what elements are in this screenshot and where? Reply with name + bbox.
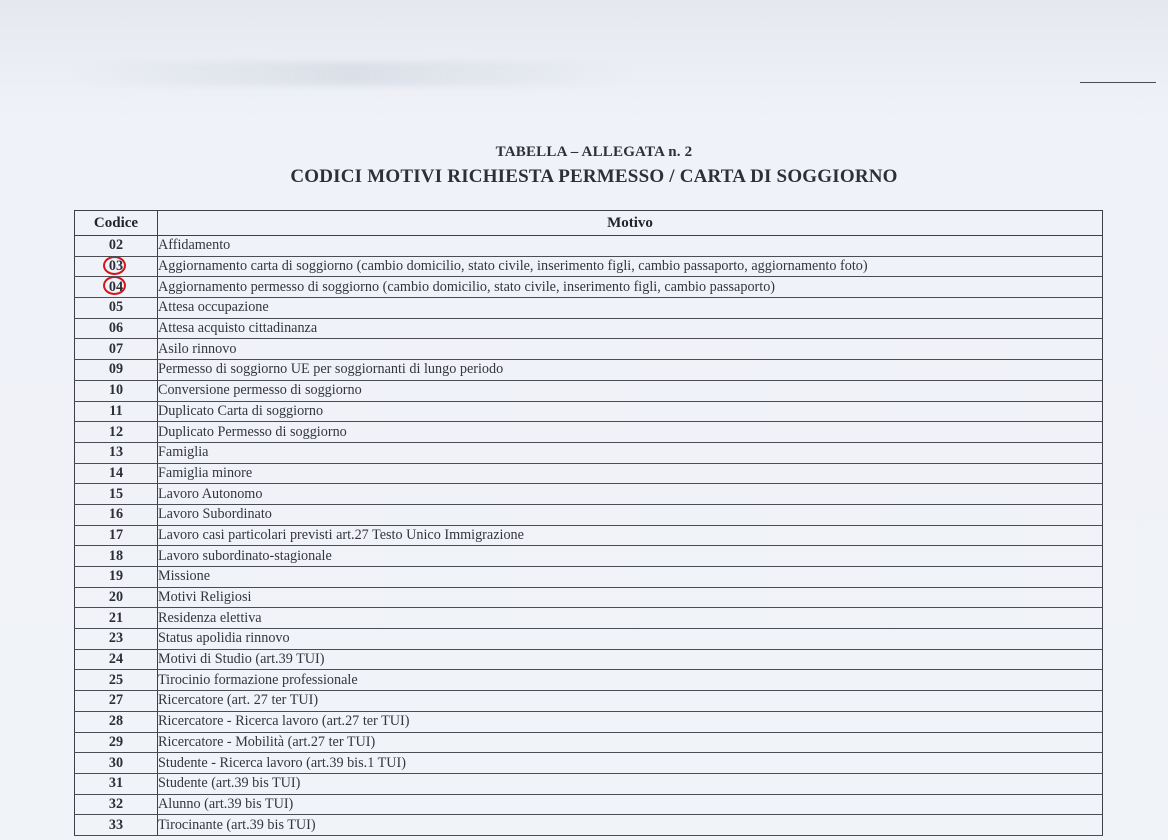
- table-title: CODICI MOTIVI RICHIESTA PERMESSO / CARTA DI SOGGIORNO: [290, 166, 898, 187]
- table-body: [75, 236, 1103, 836]
- motivo-cell: Duplicato Permesso di soggiorno: [158, 422, 1103, 443]
- code-value: 25: [108, 671, 124, 688]
- table-row: [75, 484, 1103, 505]
- table-row: [75, 670, 1103, 691]
- code-cell: [75, 649, 158, 670]
- code-cell: [75, 401, 158, 422]
- code-cell: [75, 277, 158, 298]
- code-value: 04: [108, 278, 124, 295]
- code-value: 33: [108, 816, 124, 833]
- code-cell: [75, 629, 158, 650]
- table-row: [75, 649, 1103, 670]
- code-cell: [75, 298, 158, 319]
- motivo-cell: Tirocinio formazione professionale: [158, 670, 1103, 691]
- code-cell: [75, 567, 158, 588]
- code-value: 24: [108, 651, 124, 668]
- code-value: 23: [108, 630, 124, 647]
- code-value: 16: [108, 506, 124, 523]
- code-cell: [75, 360, 158, 381]
- code-cell: [75, 691, 158, 712]
- code-value: 03: [108, 258, 124, 275]
- code-value: 30: [108, 754, 124, 771]
- code-cell: [75, 484, 158, 505]
- motivo-cell: Conversione permesso di soggiorno: [158, 380, 1103, 401]
- motivo-cell: Permesso di soggiorno UE per soggiornanti di lungo periodo: [158, 360, 1103, 381]
- motivo-cell: Ricercatore (art. 27 ter TUI): [158, 691, 1103, 712]
- code-value: 07: [108, 340, 124, 357]
- code-value: 12: [108, 423, 124, 440]
- table-header-row: [75, 211, 1103, 236]
- code-value: 17: [108, 526, 124, 543]
- table-row: [75, 401, 1103, 422]
- motivo-cell: Lavoro Autonomo: [158, 484, 1103, 505]
- code-value: 14: [108, 464, 124, 481]
- code-cell: [75, 380, 158, 401]
- motivo-cell: Motivi di Studio (art.39 TUI): [158, 649, 1103, 670]
- reason-codes-table: [74, 210, 1103, 836]
- table-row: [75, 236, 1103, 257]
- motivo-cell: Attesa occupazione: [158, 298, 1103, 319]
- code-value: 31: [108, 775, 124, 792]
- table-row: [75, 380, 1103, 401]
- motivo-cell: Ricercatore - Ricerca lavoro (art.27 ter TUI): [158, 711, 1103, 732]
- code-cell: [75, 236, 158, 257]
- table-row: [75, 567, 1103, 588]
- table-row: [75, 753, 1103, 774]
- code-value: 13: [108, 444, 124, 461]
- table-row: [75, 608, 1103, 629]
- code-cell: [75, 815, 158, 836]
- table-row: [75, 442, 1103, 463]
- motivo-cell: Affidamento: [158, 236, 1103, 257]
- code-cell: [75, 442, 158, 463]
- code-cell: [75, 525, 158, 546]
- table-row: [75, 504, 1103, 525]
- code-value: 06: [108, 320, 124, 337]
- table-row: [75, 463, 1103, 484]
- code-value: 32: [108, 795, 124, 812]
- motivo-cell: Famiglia minore: [158, 463, 1103, 484]
- motivo-cell: Famiglia: [158, 442, 1103, 463]
- table-row: [75, 318, 1103, 339]
- table-row: [75, 525, 1103, 546]
- motivo-cell: Tirocinante (art.39 bis TUI): [158, 815, 1103, 836]
- motivo-cell: Lavoro subordinato-stagionale: [158, 546, 1103, 567]
- motivo-cell: Missione: [158, 567, 1103, 588]
- table-row: [75, 815, 1103, 836]
- code-value: 27: [108, 692, 124, 709]
- motivo-cell: Status apolidia rinnovo: [158, 629, 1103, 650]
- code-cell: [75, 546, 158, 567]
- code-cell: [75, 463, 158, 484]
- table-row: [75, 360, 1103, 381]
- motivo-cell: Duplicato Carta di soggiorno: [158, 401, 1103, 422]
- table-row: [75, 298, 1103, 319]
- code-value: 11: [109, 402, 123, 419]
- motivo-cell: Attesa acquisto cittadinanza: [158, 318, 1103, 339]
- code-value: 20: [108, 589, 124, 606]
- motivo-cell: Asilo rinnovo: [158, 339, 1103, 360]
- table-row: [75, 277, 1103, 298]
- code-cell: [75, 608, 158, 629]
- table-row: [75, 711, 1103, 732]
- table-row: [75, 339, 1103, 360]
- table-row: [75, 422, 1103, 443]
- code-cell: [75, 587, 158, 608]
- table-row: [75, 629, 1103, 650]
- bleed-through-smudge: [70, 62, 630, 86]
- code-value: 29: [108, 733, 124, 750]
- motivo-cell: Aggiornamento carta di soggiorno (cambio domicilio, stato civile, inserimento figli, cambio passaporto, aggiornamento foto): [158, 256, 1103, 277]
- code-cell: [75, 794, 158, 815]
- motivo-cell: Residenza elettiva: [158, 608, 1103, 629]
- table-row: [75, 794, 1103, 815]
- code-cell: [75, 732, 158, 753]
- code-cell: [75, 318, 158, 339]
- table-row: [75, 587, 1103, 608]
- code-value: 19: [108, 568, 124, 585]
- motivo-cell: Motivi Religiosi: [158, 587, 1103, 608]
- code-cell: [75, 711, 158, 732]
- code-value: 15: [108, 485, 124, 502]
- code-cell: [75, 339, 158, 360]
- table-row: [75, 691, 1103, 712]
- code-value: 18: [108, 547, 124, 564]
- table-row: [75, 256, 1103, 277]
- motivo-cell: Ricercatore - Mobilità (art.27 ter TUI): [158, 732, 1103, 753]
- code-value: 09: [108, 361, 124, 378]
- code-value: 05: [108, 299, 124, 316]
- motivo-cell: Studente (art.39 bis TUI): [158, 773, 1103, 794]
- code-value: 28: [108, 713, 124, 730]
- code-value: 21: [108, 609, 124, 626]
- table-row: [75, 546, 1103, 567]
- code-cell: [75, 256, 158, 277]
- code-cell: [75, 773, 158, 794]
- table-row: [75, 732, 1103, 753]
- motivo-cell: Aggiornamento permesso di soggiorno (cambio domicilio, stato civile, inserimento figli, cambio passaporto): [158, 277, 1103, 298]
- column-header-motivo: Motivo: [158, 211, 1103, 236]
- code-cell: [75, 670, 158, 691]
- column-header-codice: Codice: [75, 211, 158, 236]
- motivo-cell: Lavoro casi particolari previsti art.27 Testo Unico Immigrazione: [158, 525, 1103, 546]
- motivo-cell: Lavoro Subordinato: [158, 504, 1103, 525]
- motivo-cell: Alunno (art.39 bis TUI): [158, 794, 1103, 815]
- code-cell: [75, 422, 158, 443]
- code-cell: [75, 753, 158, 774]
- code-value: 02: [108, 237, 124, 254]
- motivo-cell: Studente - Ricerca lavoro (art.39 bis.1 TUI): [158, 753, 1103, 774]
- attachment-heading: TABELLA – ALLEGATA n. 2: [495, 144, 693, 160]
- top-right-rule: [1080, 82, 1156, 83]
- code-cell: [75, 504, 158, 525]
- table-row: [75, 773, 1103, 794]
- code-value: 10: [108, 382, 124, 399]
